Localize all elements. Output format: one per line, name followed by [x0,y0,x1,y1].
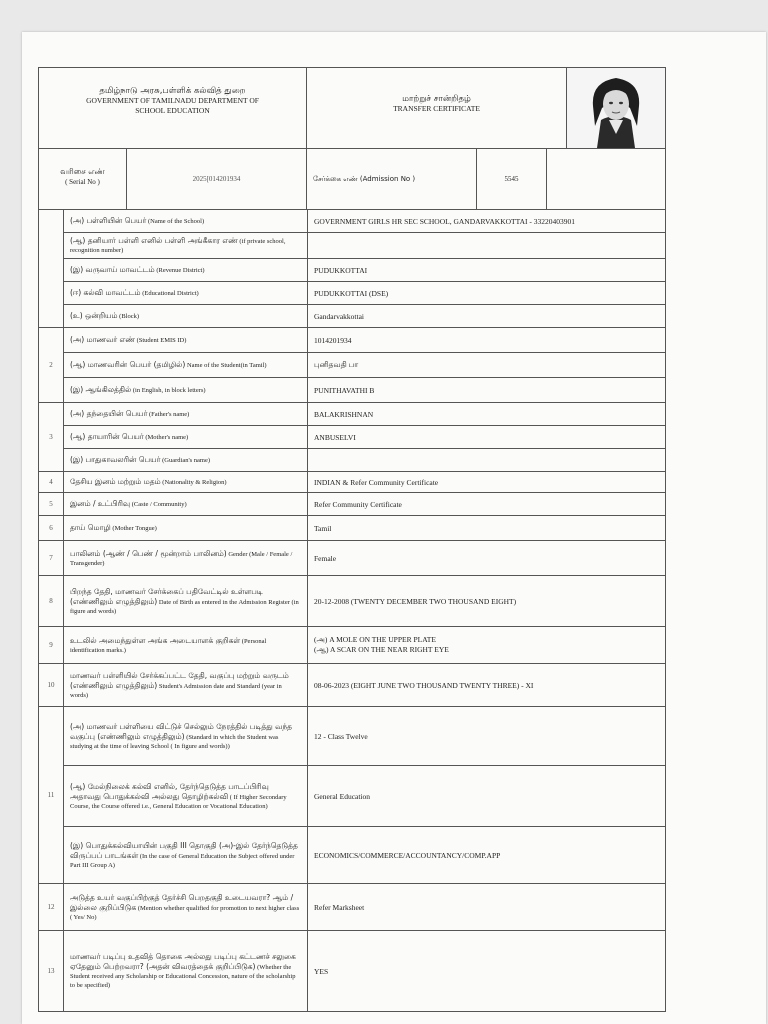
field-label-english: Name of the Student(in Tamil) [186,362,267,369]
section-number: 8 [39,576,64,626]
field-value: Refer Community Certificate [314,499,402,509]
field-label-english: (Personal identification marks.) [70,637,267,654]
field-label [64,353,308,377]
form-row [64,305,665,327]
field-label-english: (Caste / Community) [131,501,187,508]
field-label [64,827,308,883]
field-label [64,305,308,327]
field-label-english: (Whether the Student received any Scholarship or Educational Concession, nature of the scholarship to be specified) [70,964,296,989]
field-label-tamil: அடுத்த உயர் வகுப்பிற்குத் தேர்ச்சி பெறதகுதி உடையவரா? ஆம் / இல்லை குறிப்பிடுக [70,892,294,912]
section-number: 13 [39,931,64,1011]
field-label [64,541,308,575]
field-label-english: (Mention whether qualified for promotion to next higher class ( Yes/ No) [70,904,300,921]
section-11 [39,707,665,884]
form-row [64,403,665,426]
form-row [39,472,665,493]
form-row [64,449,665,471]
field-value: Refer Marksheet [314,902,365,912]
section-number: 2 [39,328,64,402]
field-value: General Education [314,791,371,801]
field-label [64,210,308,232]
section-1 [39,210,665,328]
field-label [64,403,308,425]
field-label-english: (Standard in which the Student was studying at the time of leaving School ( In figure and words)) [70,733,279,750]
field-label-english: (Revenue District) [156,267,205,274]
form-row [39,664,665,707]
field-label-tamil: (இ) ஆங்கிலத்தில் [70,385,132,394]
field-label [64,766,308,826]
field-label [64,664,308,706]
field-label [64,884,308,930]
form-row [39,627,665,664]
field-label-tamil: (ஆ) தனியார் பள்ளி எனில் பள்ளி அங்கீகார எண் [70,236,238,245]
field-label-tamil: (அ) மாணவர் எண் [70,335,135,344]
department-tamil: தமிழ்நாடு அரசு,பள்ளிக் கல்வித் துறை [99,86,246,96]
department-english-2: SCHOOL EDUCATION [135,106,210,115]
field-label-tamil: தாய் மொழி [70,523,111,532]
field-label-english: (Educational District) [142,290,199,297]
field-label-tamil: (ஆ) மாணவரின் பெயர் (தமிழில்) [70,360,186,369]
field-value: PUNITHAVATHI B [314,385,375,395]
serial-label [39,149,127,209]
field-label-english: (Father's name) [149,411,190,418]
field-label-tamil: தேசிய இனம் மற்றும் மதம் [70,477,161,486]
serial-blank [547,149,665,209]
field-label-english: Student's Admission date and Standard (year in words) [70,682,282,699]
field-value [308,233,665,258]
admission-value: 5545 [477,149,547,209]
field-label [64,378,308,402]
field-label-english: (in English, in block letters) [132,387,206,394]
section-3 [39,403,665,472]
field-label-english: ( If Higher Secondary Course, the Course offered i.e., General Education or Vocational Education) [70,793,287,810]
form-row [64,766,665,827]
field-label [64,282,308,304]
certificate-header [39,67,665,149]
student-photo [567,68,665,148]
field-label-tamil: (அ) பள்ளியின் பெயர் [70,216,147,225]
certificate-title-block [307,68,567,148]
field-label-tamil: பாலினம் (ஆண் / பெண் / மூன்றாம் பாலினம்) [70,548,227,558]
field-label-english: (Mother's name) [145,434,189,441]
section-number: 9 [39,627,64,663]
field-label-english: (Block) [119,313,140,320]
field-label [64,931,308,1011]
section-number: 6 [39,516,64,540]
field-label [64,627,308,663]
form-row [39,576,665,627]
form-row [64,282,665,305]
certificate-title-english: TRANSFER CERTIFICATE [393,104,480,113]
field-value: BALAKRISHNAN [314,409,374,419]
field-label [64,516,308,540]
transfer-certificate [38,67,666,1012]
field-label-english: (Name of the School) [147,218,205,225]
field-label-english: (if private school, recognition number) [70,238,286,254]
field-label-english: (Mother Tongue) [112,525,157,532]
form-row [64,259,665,282]
field-label-tamil: உடலில் அமைந்துள்ள அங்க அடையாளக் குறிகள் [70,635,241,645]
field-label-tamil: பிறந்த தேதி, மாணவர் சேர்க்கைப் பதிவேட்டில் உள்ளபடி (எண்ணிலும் எழுத்திலும்) [70,586,263,606]
field-value: புனிதவதி பா [314,360,359,369]
serial-row [39,149,665,210]
form-row [39,493,665,516]
field-value: (அ) A MOLE ON THE UPPER PLATE (ஆ) A SCAR ON THE NEAR RIGHT EYE [314,635,449,654]
form-row [64,378,665,402]
field-label-tamil: (ஆ) தாயாரின் பெயர் [70,432,144,441]
field-label [64,493,308,515]
section-2 [39,328,665,403]
certificate-title-tamil: மாற்றுச் சான்றிதழ் [402,94,471,104]
field-label [64,426,308,448]
field-label [64,576,308,626]
field-value: 1014201934 [314,335,352,345]
section-number: 10 [39,664,64,706]
form-row [39,931,665,1012]
student-photo-image [567,68,665,148]
section-number: 5 [39,493,64,515]
field-label [64,259,308,281]
field-label [64,707,308,765]
form-row [39,541,665,576]
section-number: 7 [39,541,64,575]
field-value: PUDUKKOTTAI (DSE) [314,288,389,298]
field-label-tamil: (இ) வருவாய் மாவட்டம் [70,265,155,274]
section-number: 12 [39,884,64,930]
admission-label: சேர்க்கை எண் (Admission No ) [307,149,477,209]
field-value: ECONOMICS/COMMERCE/ACCOUNTANCY/COMP.APP [314,850,501,860]
form-row [64,328,665,353]
form-row [64,210,665,233]
form-row [64,426,665,449]
field-value: INDIAN & Refer Community Certificate [314,477,439,487]
form-row [39,884,665,931]
department-block [39,68,307,148]
section-number: 11 [39,707,64,883]
serial-value: 2025[014201934 [127,149,307,209]
field-label-english: Date of Birth as entered in the Admission Register (in figure and words) [70,598,299,615]
field-value [308,449,665,471]
field-value: Female [314,553,337,563]
field-label-tamil: மாணவர் படிப்பு உதவித் தொகை அல்லது படிப்பு கட்டணச் சலுகை ஏதேனும் பெற்றவரா? (அதன் விவரத்தைக் குறிப்பிடுக) [70,952,296,971]
form-row [64,353,665,378]
field-value: GOVERNMENT GIRLS HR SEC SCHOOL, GANDARVAKKOTTAI - 33220403901 [314,216,576,226]
form-row [64,707,665,766]
field-label-tamil: (ஆ) மேல்நிலைக் கல்வி எனில், தேர்ந்தெடுத்த பாடப்பிரிவு அதாவது பொதுக்கல்வி அல்லது தொழிற்கல்வி [70,781,269,801]
field-value: Tamil [314,523,332,533]
section-number: 3 [39,403,64,471]
form-row [64,827,665,883]
field-label-tamil: (அ) தந்தையின் பெயர் [70,409,148,418]
form-row [64,233,665,259]
department-english-1: GOVERNMENT OF TAMILNADU DEPARTMENT OF [86,96,259,105]
field-label-english: (Nationality & Religion) [162,479,227,486]
field-label-tamil: (இ) பொதுக்கல்வியாயின் பகுதி III தொகுதி (அ)-இல் தேர்ந்தெடுத்த விருப்பப் பாடங்கள் [70,840,298,860]
field-value: ANBUSELVI [314,432,356,442]
field-label-english: (In the case of General Education the Subject offered under Part III Group A) [70,852,295,869]
field-value: 20-12-2008 (TWENTY DECEMBER TWO THOUSAND EIGHT) [314,596,517,606]
field-label-tamil: (ஈ) கல்வி மாவட்டம் [70,288,141,297]
field-value: PUDUKKOTTAI [314,265,368,275]
field-label-english: (Student EMIS ID) [136,337,187,344]
field-value: 12 - Class Twelve [314,731,368,741]
serial-label-english: ( Serial No ) [65,178,100,186]
field-label [64,233,308,258]
field-label-tamil: மாணவர் பள்ளியில் சேர்க்கப்பட்ட தேதி, வகுப்பு மற்றும் வருடம் (எண்ணிலும் எழுத்திலும்) [70,670,289,690]
field-label-english: (Guardian's name) [162,457,211,464]
field-value: 08-06-2023 (EIGHT JUNE TWO THOUSAND TWENTY THREE) - XI [314,680,534,690]
field-label-tamil: இனம் / உட்பிரிவு [70,499,131,508]
field-label [64,328,308,352]
field-label [64,449,308,471]
form-row [39,516,665,541]
section-number: 4 [39,472,64,492]
field-label-english: Gender (Male / Female / Transgender) [70,550,293,567]
field-value: YES [314,966,329,976]
field-value: Gandarvakkottai [314,311,364,321]
field-label-tamil: (அ) மாணவர் பள்ளியை விட்டுச் செல்லும் நேரத்தில் படித்து வந்த வகுப்பு (எண்ணிலும் எழுத்திலும்) [70,721,293,741]
section-number [39,210,64,327]
field-label [64,472,308,492]
field-label-tamil: (இ) பாதுகாவலரின் பெயர் [70,455,161,464]
serial-label-tamil: வரிசை எண் [60,167,105,176]
field-label-tamil: (உ) ஒன்றியம் [70,311,118,320]
